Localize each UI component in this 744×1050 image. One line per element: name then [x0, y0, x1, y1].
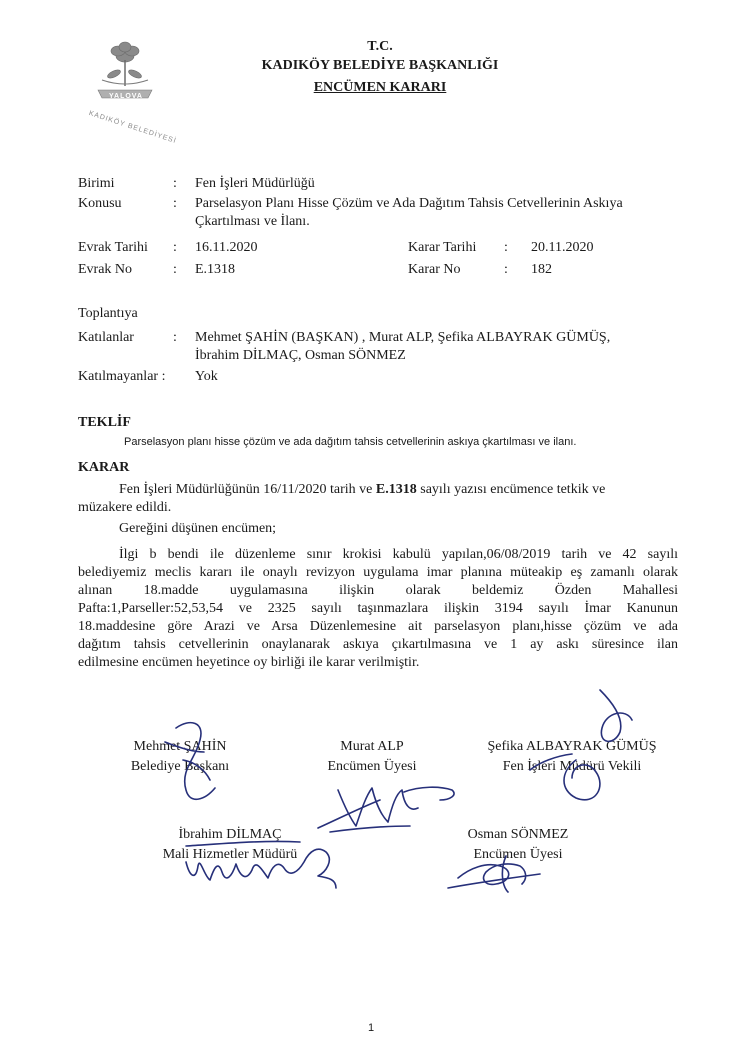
colon: :: [173, 176, 177, 191]
konusu-value-line1: Parselasyon Planı Hisse Çözüm ve Ada Dağıtım Tahsis Cetvellerinin Askıya: [195, 196, 623, 211]
karar-paragraph-3: [78, 546, 678, 672]
evrak-no-value: E.1318: [195, 262, 236, 277]
logo-ring-text: KADIKÖY BELEDİYESİ: [87, 110, 178, 146]
konusu-label: Konusu: [78, 196, 122, 211]
evrak-tarihi-value: 16.11.2020: [195, 240, 258, 255]
signer-name: Murat ALP: [340, 739, 404, 754]
karar-p3-line: 18.maddesine göre Arazi ve Arsa Düzenlemesine ait parselasyon planı,hisse çözüm ve ada: [78, 619, 678, 634]
karar-tarihi-label: Karar Tarihi: [408, 240, 477, 255]
katilanlar-line1: Mehmet ŞAHİN (BAŞKAN) , Murat ALP, Şefika ALBAYRAK GÜMÜŞ,: [195, 330, 611, 345]
signer-title: Belediye Başkanı: [130, 759, 230, 774]
evrak-no-label: Evrak No: [78, 262, 133, 277]
birimi-value: Fen İşleri Müdürlüğü: [195, 176, 315, 191]
colon: :: [504, 240, 508, 255]
katilmayanlar-value: Yok: [195, 369, 218, 384]
field-karar-tarihi: [408, 240, 668, 260]
katilanlar-label: Katılanlar: [78, 330, 134, 345]
katilanlar-line2: İbrahim DİLMAÇ, Osman SÖNMEZ: [195, 348, 406, 363]
teklif-heading: TEKLİF: [78, 415, 131, 430]
signer-name: Şefika ALBAYRAK GÜMÜŞ: [487, 739, 657, 754]
karar-heading: KARAR: [78, 460, 130, 475]
evrak-tarihi-label: Evrak Tarihi: [78, 240, 148, 255]
signer-title: Encümen Üyesi: [473, 847, 563, 862]
karar-tarihi-value: 20.11.2020: [531, 240, 594, 255]
signature-block-member-alp: [292, 737, 452, 777]
karar-paragraph-2: Gereğini düşünen encümen;: [119, 521, 277, 536]
colon: :: [173, 240, 177, 255]
karar-p3-line: alınan 18.madde uygulamasına ilişkin olarak beldemiz Özden Mahallesi: [78, 583, 678, 598]
field-birimi: [78, 176, 678, 196]
karar-paragraph-1: [78, 481, 678, 517]
colon: :: [504, 262, 508, 277]
karar-p1-doc-no: E.1318: [375, 482, 417, 497]
header-tc: T.C.: [367, 39, 393, 54]
colon: :: [173, 262, 177, 277]
logo-top-text: YALOVA: [108, 93, 143, 100]
signature-block-fen-isleri: [462, 737, 682, 777]
header-municipality: KADIKÖY BELEDİYE BAŞKANLIĞI: [261, 58, 499, 73]
field-konusu: [78, 196, 698, 236]
field-evrak-no: [78, 262, 378, 282]
signer-title: Mali Hizmetler Müdürü: [162, 847, 298, 862]
signer-name: İbrahim DİLMAÇ: [178, 827, 282, 842]
signer-title: Encümen Üyesi: [327, 759, 417, 774]
header-decision-title: ENCÜMEN KARARI: [313, 80, 447, 95]
karar-p1-text-a: Fen İşleri Müdürlüğünün 16/11/2020 tarih ve: [119, 482, 376, 497]
field-katilanlar: [78, 330, 698, 370]
karar-p3-line: belediyemiz meclis kararı ile onaylı revizyon uygulama imar planına müteakip eş zamanlı olarak: [78, 565, 678, 580]
karar-p3-line: Pafta:1,Parseller:52,53,54 ve 2325 sayılı taşınmazlara ilişkin 3194 sayılı İmar Kanunun: [78, 601, 678, 616]
colon: :: [173, 330, 177, 345]
field-evrak-tarihi: [78, 240, 378, 260]
municipality-logo: [88, 38, 188, 148]
signature-alp: [318, 787, 454, 832]
birimi-label: Birimi: [78, 176, 115, 191]
signature-block-member-sonmez: [438, 825, 598, 865]
karar-p3-line: edilmesine encümen heyetince oy birliği ile karar verilmiştir.: [78, 655, 420, 670]
field-karar-no: [408, 262, 668, 282]
karar-p3-line: İlgi b bendi ile düzenleme sınır krokisi kabulü yapılan,06/08/2019 tarih ve 42 sayılı: [119, 547, 678, 562]
page-number: 1: [368, 1022, 375, 1034]
karar-no-label: Karar No: [408, 262, 461, 277]
toplanti-title: Toplantıya: [78, 306, 138, 321]
karar-p3-line: dağıtım tahsis cetvellerinin onaylanarak askıya çıkartılmasına ve 1 ay askı süresince ilan: [78, 637, 678, 652]
teklif-text: Parselasyon planı hisse çözüm ve ada dağıtım tahsis cetvellerinin askıya çkartılması ve ilanı.: [124, 436, 577, 448]
signer-title: Fen İşleri Müdürü Vekili: [502, 759, 642, 774]
signature-block-mali-hizmetler: [140, 825, 320, 865]
karar-p1-text-b: sayılı yazısı encümence tetkik ve: [416, 482, 606, 497]
konusu-value-line2: Çkartılması ve İlanı.: [195, 214, 310, 229]
signature-block-mayor: [100, 737, 260, 777]
karar-no-value: 182: [531, 262, 552, 277]
field-katilmayanlar: [78, 369, 378, 389]
katilmayanlar-label: Katılmayanlar :: [78, 369, 166, 384]
signer-name: Mehmet ŞAHİN: [133, 739, 227, 754]
signer-name: Osman SÖNMEZ: [467, 827, 569, 842]
karar-p1-line2: müzakere edildi.: [78, 500, 172, 515]
colon: :: [173, 196, 177, 211]
